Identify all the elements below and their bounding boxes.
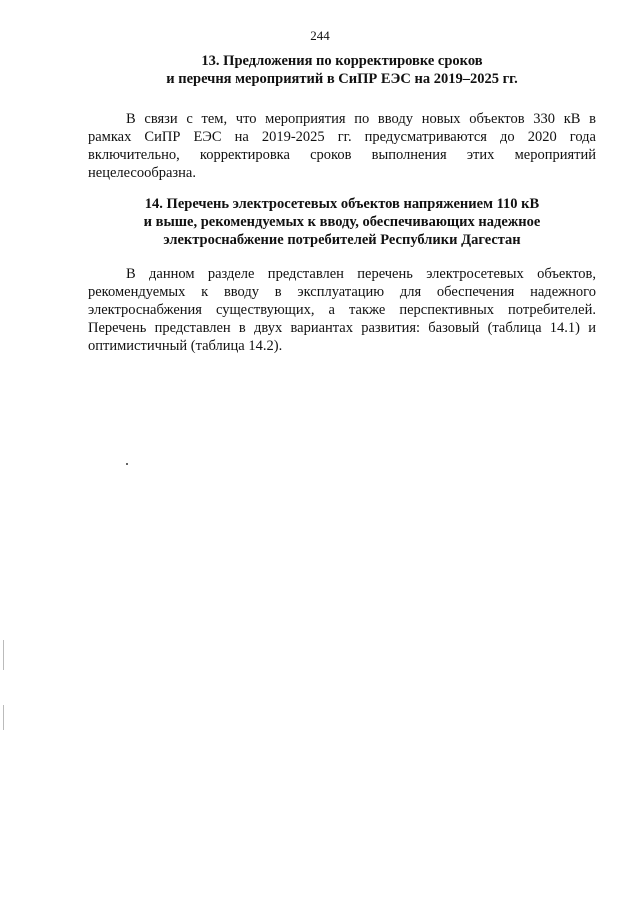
paragraph-line: Перечень представлен в двух вариантах развития: базовый (таблица 14.1) и — [88, 320, 596, 336]
section-13-heading — [88, 52, 596, 88]
paragraph-line: электроснабжения существующих, а также перспективных потребителей. — [88, 302, 596, 318]
paragraph-line: оптимистичный (таблица 14.2). — [88, 338, 283, 354]
paragraph-line: нецелесообразна. — [88, 165, 196, 181]
paragraph-line: В данном разделе представлен перечень электросетевых объектов, — [126, 266, 596, 282]
section-13-paragraph — [88, 110, 596, 182]
heading-line: и перечня мероприятий в СиПР ЕЭС на 2019–2025 гг. — [166, 71, 518, 87]
heading-line: и выше, рекомендуемых к вводу, обеспечивающих надежное — [143, 214, 541, 230]
scan-speck — [126, 463, 128, 465]
scan-edge-mark — [3, 640, 4, 670]
paragraph-line: рекомендуемых к вводу в эксплуатацию для обеспечения надежного — [88, 284, 596, 300]
scan-edge-mark — [3, 705, 4, 730]
paragraph-line: включительно, корректировка сроков выполнения этих мероприятий — [88, 147, 596, 163]
paragraph-line: рамках СиПР ЕЭС на 2019-2025 гг. предусматриваются до 2020 года — [88, 129, 596, 145]
heading-line: 13. Предложения по корректировке сроков — [201, 53, 483, 69]
paragraph-line: В связи с тем, что мероприятия по вводу новых объектов 330 кВ в — [126, 111, 596, 127]
page-number: 244 — [310, 28, 330, 43]
heading-line: 14. Перечень электросетевых объектов напряжением 110 кВ — [144, 196, 540, 212]
heading-line: электроснабжение потребителей Республики Дагестан — [163, 232, 521, 248]
section-14-heading — [88, 195, 596, 249]
section-14-paragraph — [88, 265, 596, 355]
